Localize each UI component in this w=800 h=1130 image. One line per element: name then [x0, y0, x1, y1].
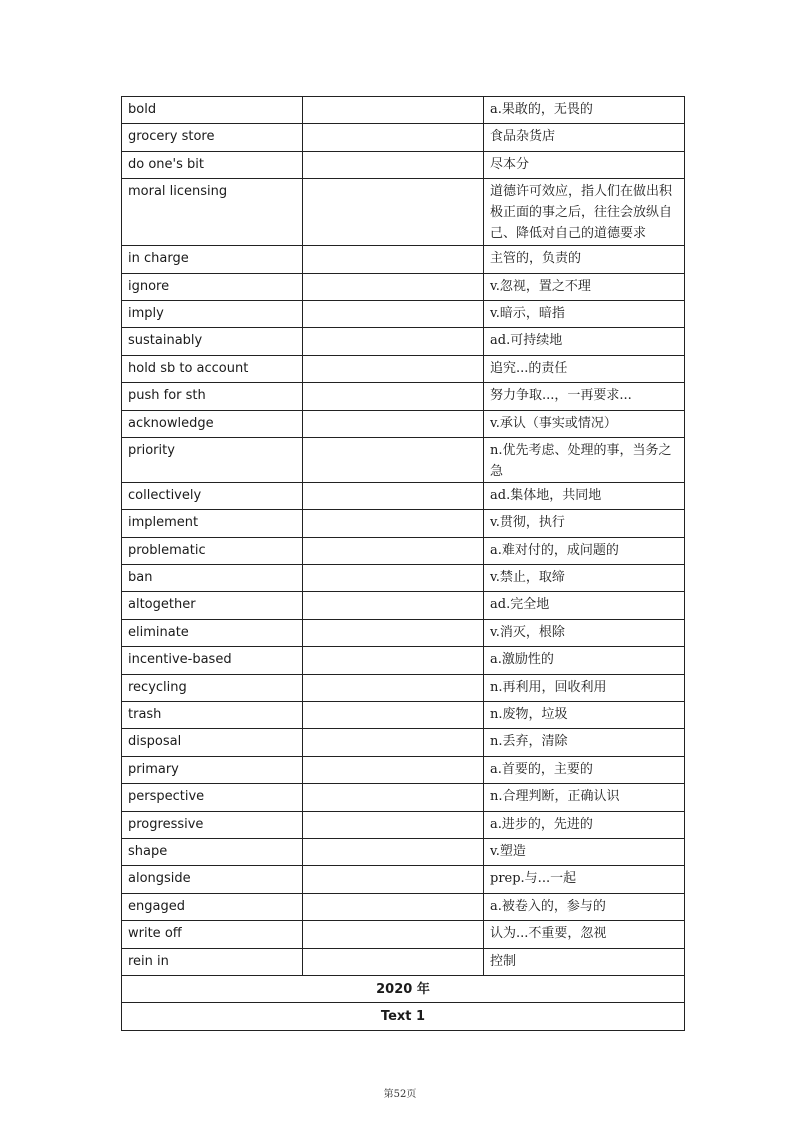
vocab-term: push for sth — [122, 383, 303, 410]
vocab-definition: a.难对付的，成问题的 — [484, 537, 685, 564]
vocab-term: primary — [122, 756, 303, 783]
vocab-blank-cell — [303, 151, 484, 178]
vocab-definition: a.激励性的 — [484, 647, 685, 674]
vocab-definition: n.丢弃，清除 — [484, 729, 685, 756]
vocabulary-body — [122, 97, 685, 976]
vocab-term: implement — [122, 510, 303, 537]
vocab-definition: v.塑造 — [484, 838, 685, 865]
vocab-row — [122, 355, 685, 382]
vocab-row — [122, 674, 685, 701]
vocab-definition: a.进步的，先进的 — [484, 811, 685, 838]
vocab-term: altogether — [122, 592, 303, 619]
vocab-blank-cell — [303, 355, 484, 382]
vocab-row — [122, 537, 685, 564]
vocab-row — [122, 565, 685, 592]
vocab-term: hold sb to account — [122, 355, 303, 382]
vocab-definition: v.消灭，根除 — [484, 619, 685, 646]
vocab-definition: ad.集体地，共同地 — [484, 482, 685, 509]
vocab-row — [122, 756, 685, 783]
vocab-row — [122, 246, 685, 273]
vocab-definition: ad.完全地 — [484, 592, 685, 619]
vocab-definition: a.果敢的，无畏的 — [484, 97, 685, 124]
vocab-blank-cell — [303, 948, 484, 975]
vocab-term: in charge — [122, 246, 303, 273]
vocab-row — [122, 273, 685, 300]
vocab-definition: 控制 — [484, 948, 685, 975]
vocab-row — [122, 383, 685, 410]
vocab-blank-cell — [303, 619, 484, 646]
vocab-blank-cell — [303, 328, 484, 355]
vocab-blank-cell — [303, 246, 484, 273]
vocab-term: imply — [122, 300, 303, 327]
vocab-blank-cell — [303, 537, 484, 564]
vocab-definition: a.被卷入的，参与的 — [484, 893, 685, 920]
vocab-row — [122, 619, 685, 646]
vocab-blank-cell — [303, 273, 484, 300]
vocab-definition: n.再利用，回收利用 — [484, 674, 685, 701]
vocab-term: collectively — [122, 482, 303, 509]
vocab-term: trash — [122, 702, 303, 729]
vocab-term: write off — [122, 921, 303, 948]
vocab-term: disposal — [122, 729, 303, 756]
vocab-blank-cell — [303, 565, 484, 592]
vocab-blank-cell — [303, 702, 484, 729]
vocab-term: acknowledge — [122, 410, 303, 437]
vocab-term: moral licensing — [122, 179, 303, 246]
vocab-definition: 认为...不重要，忽视 — [484, 921, 685, 948]
vocab-term: grocery store — [122, 124, 303, 151]
vocab-blank-cell — [303, 729, 484, 756]
vocab-term: incentive-based — [122, 647, 303, 674]
vocab-blank-cell — [303, 437, 484, 482]
vocab-row — [122, 784, 685, 811]
vocab-row — [122, 838, 685, 865]
vocab-term: eliminate — [122, 619, 303, 646]
vocab-definition: 尽本分 — [484, 151, 685, 178]
vocab-blank-cell — [303, 784, 484, 811]
vocab-term: engaged — [122, 893, 303, 920]
vocab-row — [122, 179, 685, 246]
vocabulary-table — [121, 96, 685, 1031]
vocab-term: ignore — [122, 273, 303, 300]
vocab-row — [122, 97, 685, 124]
vocab-row — [122, 328, 685, 355]
text-heading: Text 1 — [122, 1003, 685, 1030]
vocab-definition: v.禁止，取缔 — [484, 565, 685, 592]
vocab-row — [122, 124, 685, 151]
vocab-definition: v.贯彻，执行 — [484, 510, 685, 537]
vocab-row — [122, 729, 685, 756]
vocab-row — [122, 921, 685, 948]
vocab-row — [122, 482, 685, 509]
vocab-row — [122, 866, 685, 893]
vocab-term: bold — [122, 97, 303, 124]
section-headings — [122, 975, 685, 1030]
vocab-term: priority — [122, 437, 303, 482]
vocab-term: recycling — [122, 674, 303, 701]
vocab-row — [122, 300, 685, 327]
vocab-row — [122, 437, 685, 482]
vocab-definition: v.承认（事实或情况） — [484, 410, 685, 437]
vocab-term: shape — [122, 838, 303, 865]
vocab-term: alongside — [122, 866, 303, 893]
vocab-definition: n.废物，垃圾 — [484, 702, 685, 729]
vocab-definition: 追究...的责任 — [484, 355, 685, 382]
vocab-definition: n.合理判断，正确认识 — [484, 784, 685, 811]
vocab-blank-cell — [303, 811, 484, 838]
vocab-blank-cell — [303, 383, 484, 410]
vocab-definition: 努力争取...，一再要求... — [484, 383, 685, 410]
vocab-term: rein in — [122, 948, 303, 975]
vocab-definition: n.优先考虑、处理的事，当务之急 — [484, 437, 685, 482]
vocab-definition: v.忽视，置之不理 — [484, 273, 685, 300]
vocab-blank-cell — [303, 510, 484, 537]
vocab-blank-cell — [303, 838, 484, 865]
vocab-blank-cell — [303, 866, 484, 893]
year-heading: 2020 年 — [122, 975, 685, 1002]
vocab-blank-cell — [303, 97, 484, 124]
vocab-row — [122, 592, 685, 619]
vocab-blank-cell — [303, 179, 484, 246]
vocab-term: perspective — [122, 784, 303, 811]
vocab-blank-cell — [303, 921, 484, 948]
vocab-blank-cell — [303, 647, 484, 674]
vocab-definition: a.首要的，主要的 — [484, 756, 685, 783]
vocab-definition: 食品杂货店 — [484, 124, 685, 151]
vocab-row — [122, 151, 685, 178]
vocab-row — [122, 893, 685, 920]
vocab-definition: prep.与...一起 — [484, 866, 685, 893]
vocab-blank-cell — [303, 410, 484, 437]
vocab-term: problematic — [122, 537, 303, 564]
page-number: 第52页 — [383, 1089, 417, 1100]
vocab-term: do one's bit — [122, 151, 303, 178]
vocab-definition: ad.可持续地 — [484, 328, 685, 355]
vocab-row — [122, 948, 685, 975]
vocab-blank-cell — [303, 674, 484, 701]
year-heading-row — [122, 975, 685, 1002]
vocab-blank-cell — [303, 592, 484, 619]
vocab-blank-cell — [303, 893, 484, 920]
vocab-blank-cell — [303, 300, 484, 327]
vocab-row — [122, 410, 685, 437]
vocab-blank-cell — [303, 482, 484, 509]
vocab-row — [122, 647, 685, 674]
vocab-definition: v.暗示，暗指 — [484, 300, 685, 327]
vocab-row — [122, 702, 685, 729]
vocab-term: sustainably — [122, 328, 303, 355]
vocab-blank-cell — [303, 756, 484, 783]
text-heading-row — [122, 1003, 685, 1030]
vocab-term: ban — [122, 565, 303, 592]
vocab-row — [122, 811, 685, 838]
vocab-row — [122, 510, 685, 537]
vocab-definition: 道德许可效应，指人们在做出积极正面的事之后，往往会放纵自己、降低对自己的道德要求 — [484, 179, 685, 246]
vocab-blank-cell — [303, 124, 484, 151]
vocab-definition: 主管的，负责的 — [484, 246, 685, 273]
vocab-term: progressive — [122, 811, 303, 838]
